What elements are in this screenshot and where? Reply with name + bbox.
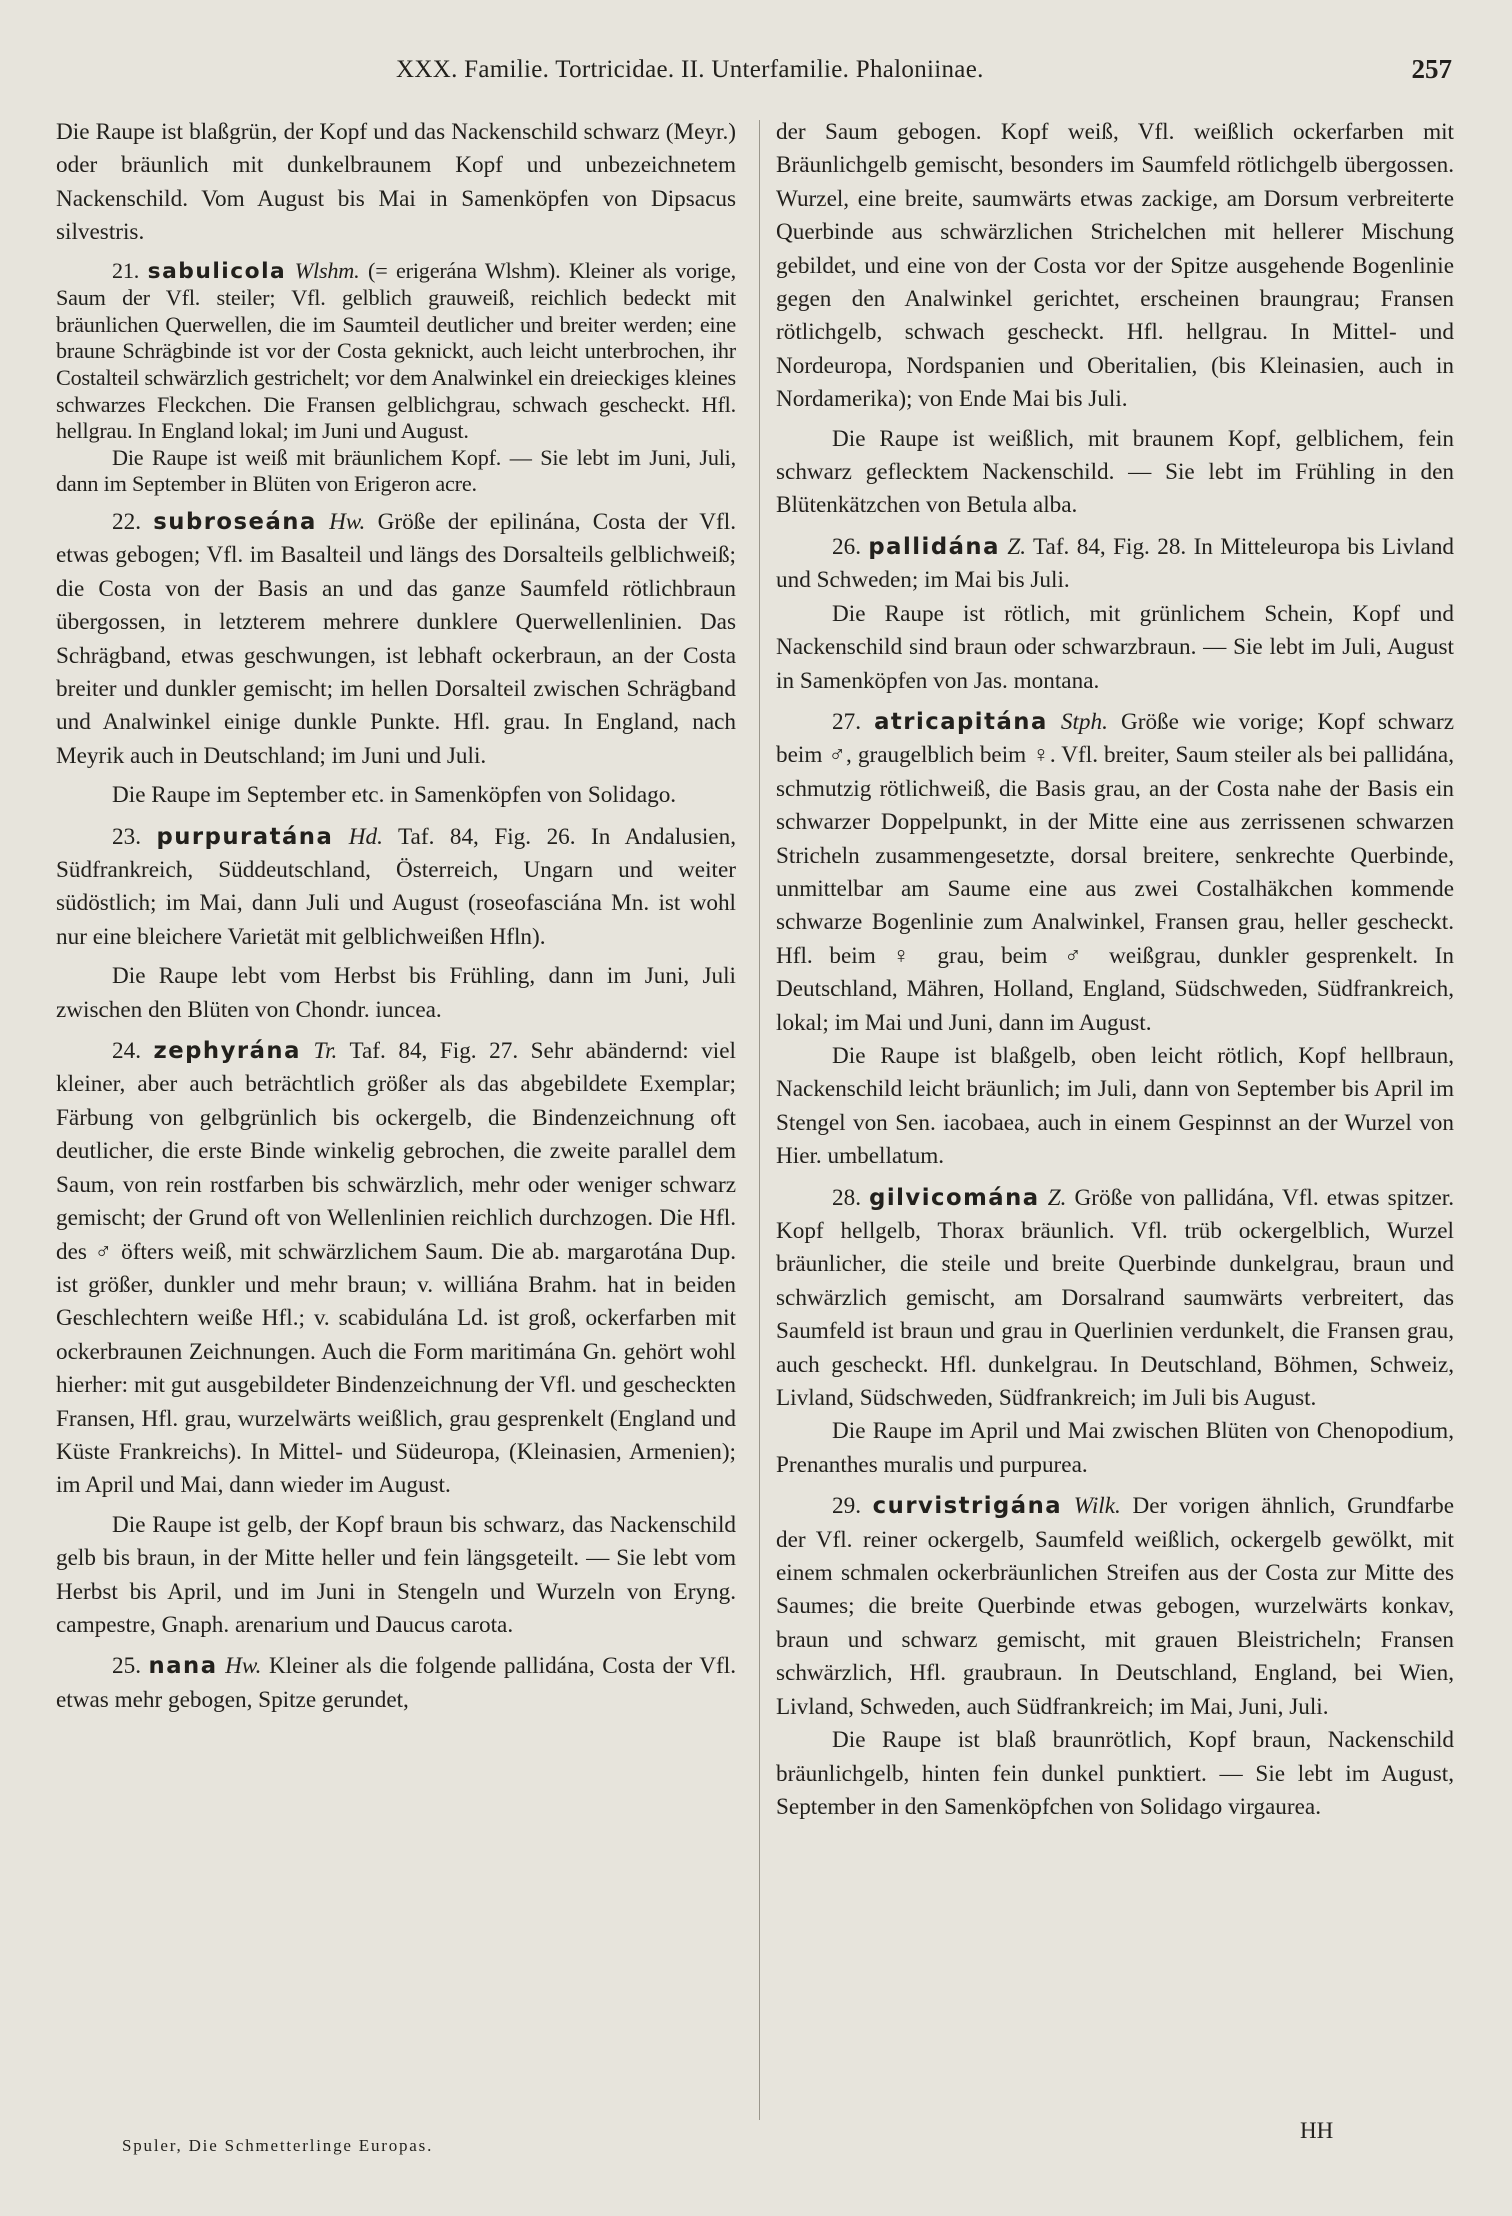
page-header [56,52,1452,92]
footer-signature-mark: HH [1300,2118,1334,2143]
entry-number: 22. [112,508,141,535]
paragraph-raupe-24: Die Raupe ist gelb, der Kopf braun bis schwarz, das Nackenschild gelb bis braun, in der Mitte heller und fein längsgeteilt. — Sie lebt vom Herbst bis April, und im Juni in Stengeln und Wurzeln von Eryng. campestre, Gnaph. arenarium und Daucus carota. [56,1511,736,1638]
entry-number: 29. [832,1493,861,1520]
species-name: zephyrána [153,1038,301,1065]
species-name: pallidána [868,533,1000,560]
species-entry-26 [776,531,1454,598]
column-divider [759,120,760,2120]
species-description: Größe von pallidána, Vfl. etwas spitzer. Kopf hellgelb, Thorax bräunlich. Vfl. trüb ockergelblich, Wurzel bräunlicher, die steile und breite Querbinde dunkelgrau, braun und schwärzlich gemischt, am Dorsalrand saumwärts verbreitert, das Saumfeld ist braun und grau in Querlinien verdunkelt, die Fransen grau, auch gescheckt. Hfl. dunkelgrau. In Deutschland, Böhmen, Schweiz, Livland, Südschweden, Südfrankreich; im Juli bis August. [776,1184,1454,1412]
paragraph-raupe-22: Die Raupe im September etc. in Samenköpfen von Solidago. [112,782,677,809]
species-author: Z. [1047,1184,1067,1211]
paragraph-raupe-27: Die Raupe ist blaßgelb, oben leicht rötlich, Kopf hellbraun, Nackenschild leicht bräunlich; im Juli, dann von September bis April im Stengel von Sen. iacobaea, auch in einem Gespinnst an der Wurzel von Hier. umbellatum. [776,1042,1454,1170]
species-entry-28 [776,1182,1454,1416]
paragraph-raupe-29: Die Raupe ist blaß braunrötlich, Kopf braun, Nackenschild bräunlichgelb, hinten fein dunkel punktiert. — Sie lebt im August, September in den Samenköpfchen von Solidago virgaurea. [776,1727,1454,1820]
species-name: gilvicomána [869,1184,1040,1211]
species-author: Hw. [329,508,366,535]
entry-number: 28. [832,1184,861,1211]
species-entry-22 [56,506,736,773]
species-description: Größe wie vorige; Kopf schwarz beim ♂, graugelblich beim ♀. Vfl. breiter, Saum steiler als bei pallidána, schmutzig rötlichweiß, die Basis grau, an der Costa nahe der Basis ein schwarzer Doppelpunkt, in der Mitte eine aus zerrissenen schwarzen Stricheln zusammengesetzte, dorsal breitere, senkrechte Querbinde, unmittelbar am Saume eine aus zwei Costalhäkchen kommende schwarze Bogenlinie zum Analwinkel, Fransen grau, heller gescheckt. Hfl. beim ♀ grau, beim ♂ weißgrau, dunkler gesprenkelt. In Deutschland, Mähren, Holland, England, Südschweden, Südfrankreich, lokal; im Mai und Juni, dann im August. [776,708,1455,1036]
species-description: Kleiner als die folgende pallidána, Costa der Vfl. etwas mehr gebogen, Spitze gerundet, [56,1653,736,1713]
paragraph-raupe-25: Die Raupe ist weißlich, mit braunem Kopf, gelblichem, fein schwarz geflecktem Nackenschild. — Sie lebt im Frühling in den Blütenkätzchen von Betula alba. [776,425,1454,519]
species-name: nana [148,1653,218,1680]
page-number: 257 [1411,54,1452,84]
species-description: Größe der epilinána, Costa der Vfl. etwas gebogen; Vfl. im Basalteil und längs des Dorsalteils gelblichweiß; die Costa von der Basis an und das ganze Saumfeld rötlichbraun übergossen, in letzterem mehrere dunklere Querwellenlinien. Das Schrägband, etwas geschwungen, ist lebhaft ockerbraun, an der Costa breiter und dunkler gemischt; im hellen Dorsalteil zwischen Schrägband und Analwinkel einige dunkle Punkte. Hfl. grau. In England, nach Meyrik auch in Deutschland; im Juni und Juli. [56,508,736,769]
entry-number: 26. [832,533,861,560]
species-name: sabulicola [147,258,287,284]
entry-number: 25. [112,1653,141,1680]
left-column [56,116,736,1717]
paragraph-raupe-20: Die Raupe ist blaßgrün, der Kopf und das Nackenschild schwarz (Meyr.) oder bräunlich mit dunkelbraunem Kopf und unbezeichnetem Nackenschild. Vom August bis Mai in Samenköpfen von Dipsacus silvestris. [56,119,736,246]
entry-number: 24. [112,1038,141,1065]
species-author: Wilk. [1073,1493,1121,1520]
species-description: Taf. 84, Fig. 27. Sehr abändernd: viel kleiner, aber auch beträchtlich größer als das abgebildete Exemplar; Färbung von gelbgrünlich bis ockergelb, die Bindenzeichnung oft deutlicher, die erste Binde winkelig gebrochen, die zweite parallel dem Saum, von rein rostfarben bis schwärzlich, mehr oder weniger schwarz gemischt; der Grund oft von Wellenlinien reichlich durchzogen. Die Hfl. des ♂ öfters weiß, mit schwärzlichem Saum. Die ab. margarotána Dup. ist größer, dunkler und mehr braun; v. williána Brahm. hat in beiden Geschlechtern weiße Hfl.; v. scabidulána Ld. ist groß, ockerfarben mit ockerbraunen Zeichnungen. Auch die Form maritimána Gn. gehört wohl hierher: mit gut ausgebildeter Bindenzeichnung der Vfl. und gescheckten Fransen, Hfl. grau, wurzelwärts weißlich, grau gesprenkelt (England und Küste Frankreichs). In Mittel- und Südeuropa, (Kleinasien, Armenien); im April und Mai, dann wieder im August. [56,1038,736,1499]
running-title: XXX. Familie. Tortricidae. II. Unterfamilie. Phaloniinae. [396,56,984,83]
paragraph-raupe-23: Die Raupe lebt vom Herbst bis Frühling, dann im Juni, Juli zwischen den Blüten von Chondr. iuncea. [56,963,736,1023]
species-entry-24 [56,1035,736,1503]
species-name: subroseána [153,508,317,535]
entry-number: 27. [832,708,861,735]
species-author: Tr. [313,1038,338,1065]
species-description: Taf. 84, Fig. 28. In Mitteleuropa bis Livland und Schweden; im Mai bis Juli. [776,533,1455,594]
species-description: Taf. 84, Fig. 26. In Andalusien, Südfrankreich, Süddeutschland, Österreich, Ungarn und weiter südöstlich; im Mai, dann Juli und August (roseofasciána Mn. ist wohl nur eine bleichere Varietät mit gelblichweißen Hfln). [56,823,736,950]
species-entry-27 [776,706,1454,1040]
paragraph-raupe-28: Die Raupe im April und Mai zwischen Blüten von Chenopodium, Prenanthes muralis und purpurea. [776,1418,1454,1478]
species-entry-29 [776,1490,1454,1724]
species-description: Der vorigen ähnlich, Grundfarbe der Vfl. reiner ockergelb, Saumfeld weißlich, ockergelb gewölkt, mit einem schmalen ockerbräunlichen Streifen aus der Costa zur Mitte des Saumes; die breite Querbinde etwas gebogen, wurzelwärts konkav, braun und schwarz gemischt, mit grauen Bleistricheln; Fransen schwärzlich, Hfl. graubraun. In Deutschland, England, bei Wien, Livland, Schweden, auch Südfrankreich; im Mai, Juni, Juli. [776,1493,1455,1720]
species-name: atricapitána [874,708,1048,735]
footer-book-title: Spuler, Die Schmetterlinge Europas. [122,2136,434,2155]
species-author: Hd. [348,823,383,850]
right-column [776,116,1454,1824]
species-description: (= erigerána Wlshm). Kleiner als vorige, Saum der Vfl. steiler; Vfl. gelblich grauweiß, reichlich bedeckt mit bräunlichen Querwellen, die im Saumteil deutlicher und breiter werden; eine braune Schrägbinde ist vor der Costa geknickt, auch leicht unterbrochen, ihr Costalteil schwärzlich gestrichelt; vor dem Analwinkel ein dreieckiges kleines schwarzes Fleckchen. Die Fransen gelblichgrau, schwach gescheckt. Hfl. hellgrau. In England lokal; im Juni und August. [56,257,736,444]
species-author: Wlshm. [294,257,360,283]
paragraph-raupe-21: Die Raupe ist weiß mit bräunlichem Kopf. — Sie lebt im Juni, Juli, dann im September in Blüten von Erigeron acre. [56,444,736,497]
species-entry-21 [56,258,736,445]
paragraph-raupe-26: Die Raupe ist rötlich, mit grünlichem Schein, Kopf und Nackenschild sind braun oder schwarzbraun. — Sie lebt im Juli, August in Samenköpfen von Jas. montana. [776,600,1454,694]
paragraph-continuation-25: der Saum gebogen. Kopf weiß, Vfl. weißlich ockerfarben mit Bräunlichgelb gemischt, besonders im Saumfeld rötlichgelb übergossen. Wurzel, eine breite, saumwärts etwas zackige, am Dorsum verbreiterte Querbinde aus schwärzlichen Strichelchen mit hellerer Mischung gebildet, und eine von der Costa vor der Spitze ausgehende Bogenlinie gegen den Analwinkel gerichtet, erscheinen braungrau; Fransen rötlichgelb, schwach gescheckt. Hfl. hellgrau. In Mittel- und Nordeuropa, Nordspanien und Oberitalien, (bis Kleinasien, auch in Nordamerika); von Ende Mai bis Juli. [776,119,1454,413]
species-author: Stph. [1060,708,1108,735]
species-author: Hw. [225,1653,262,1680]
species-author: Z. [1007,533,1027,560]
species-entry-25 [56,1650,736,1717]
entry-number: 23. [112,823,141,850]
species-name: purpuratána [156,823,334,850]
species-entry-23 [56,821,736,955]
entry-number: 21. [112,257,140,283]
species-name: curvistrigána [872,1493,1063,1520]
